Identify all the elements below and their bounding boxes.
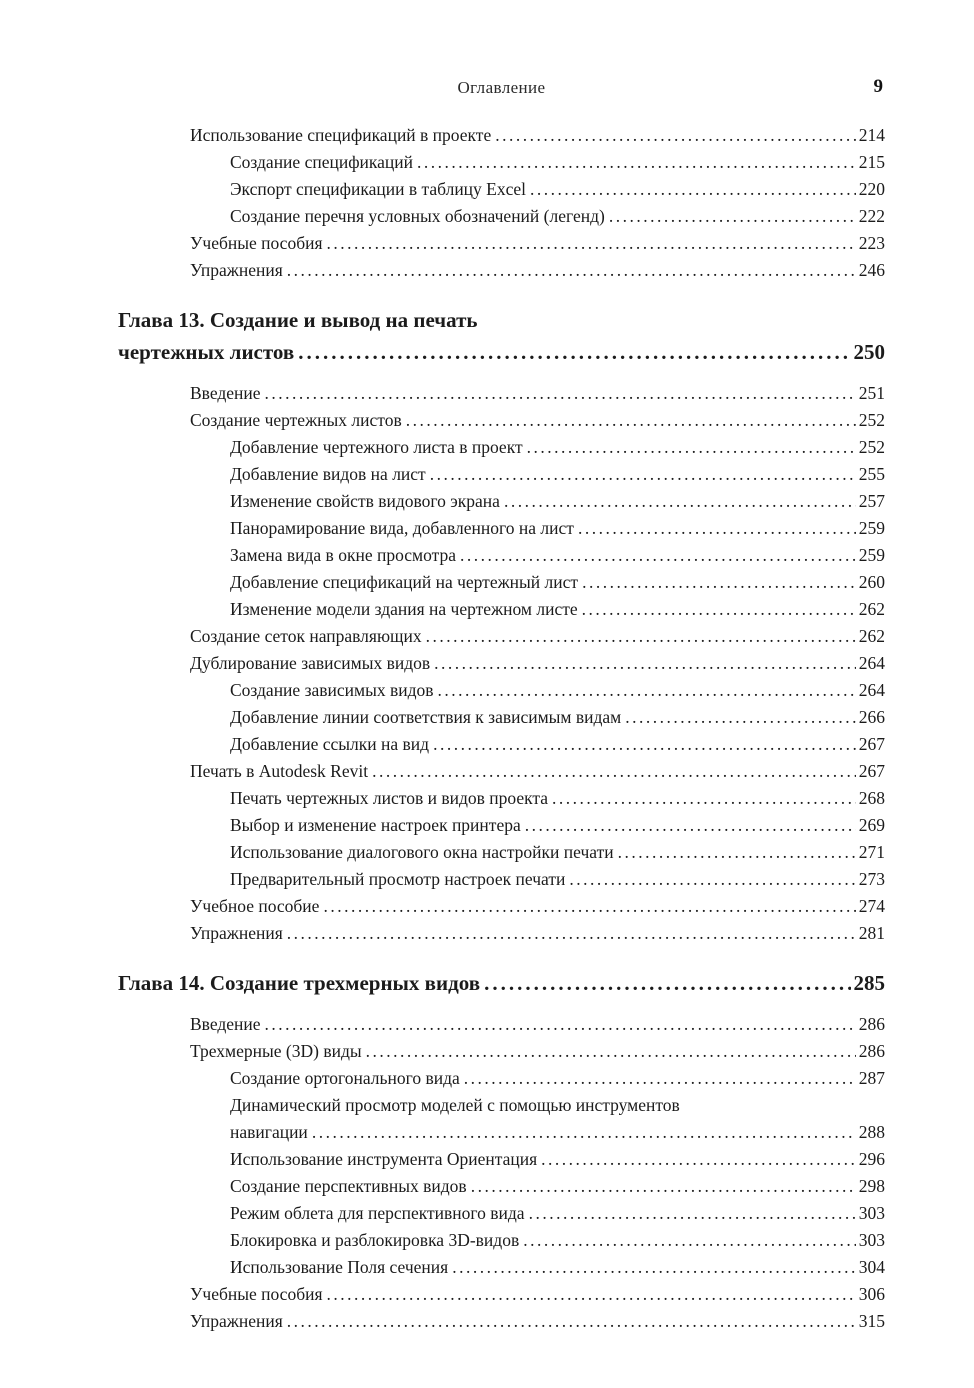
toc-entry-title: Трехмерные (3D) виды bbox=[190, 1041, 362, 1061]
toc-entry bbox=[190, 257, 885, 284]
dot-leader bbox=[552, 785, 856, 812]
toc-entry-title: Печать в Autodesk Revit bbox=[190, 761, 369, 781]
dot-leader bbox=[430, 461, 856, 488]
toc-entry bbox=[230, 434, 885, 461]
toc-entry-page: 285 bbox=[853, 971, 885, 995]
toc-entry-page: 273 bbox=[858, 869, 885, 889]
toc-entry bbox=[190, 650, 885, 677]
toc-entry-title: Упражнения bbox=[190, 923, 283, 943]
dot-leader bbox=[312, 1119, 856, 1146]
toc-entry-title: Дублирование зависимых видов bbox=[190, 653, 431, 673]
dot-leader bbox=[372, 758, 856, 785]
toc-entry-page: 252 bbox=[858, 437, 885, 457]
dot-leader bbox=[484, 967, 850, 999]
dot-leader bbox=[287, 1308, 856, 1335]
toc-entry-title: Учебные пособия bbox=[190, 1284, 323, 1304]
dot-leader bbox=[417, 149, 856, 176]
toc-entry-title: Глава 14. Создание трехмерных видов bbox=[118, 971, 481, 995]
toc-entry bbox=[190, 1308, 885, 1335]
toc-entry-title: Печать чертежных листов и видов проекта bbox=[230, 788, 549, 808]
toc-entry bbox=[190, 380, 885, 407]
dot-leader bbox=[504, 488, 856, 515]
toc-entry bbox=[230, 596, 885, 623]
dot-leader bbox=[582, 569, 856, 596]
toc-entry-title: чертежных листов bbox=[118, 340, 295, 364]
toc-entry bbox=[190, 920, 885, 947]
toc-entry bbox=[230, 731, 885, 758]
dot-leader bbox=[452, 1254, 856, 1281]
toc-entry bbox=[190, 407, 885, 434]
toc-entry-page: 286 bbox=[858, 1014, 885, 1034]
dot-leader bbox=[609, 203, 856, 230]
toc-entry-title: Предварительный просмотр настроек печати bbox=[230, 869, 566, 889]
toc-entry-title: Создание ортогонального вида bbox=[230, 1068, 460, 1088]
toc-entry-page: 255 bbox=[858, 464, 885, 484]
toc-entry bbox=[230, 569, 885, 596]
toc-entry-page: 269 bbox=[858, 815, 885, 835]
toc-entry-page: 296 bbox=[858, 1149, 885, 1169]
toc-entry-page: 246 bbox=[858, 260, 885, 280]
dot-leader bbox=[523, 1227, 856, 1254]
toc-entry-page: 264 bbox=[858, 680, 885, 700]
toc-entry bbox=[118, 336, 885, 368]
toc-entry bbox=[230, 866, 885, 893]
dot-leader bbox=[529, 1200, 856, 1227]
toc-entry-title: Учебное пособие bbox=[190, 896, 320, 916]
running-header-title: Оглавление bbox=[457, 78, 546, 97]
toc-entry-title: Использование Поля сечения bbox=[230, 1257, 449, 1277]
toc-entry-title: Режим облета для перспективного вида bbox=[230, 1203, 525, 1223]
toc-entry-page: 262 bbox=[858, 599, 885, 619]
toc-entry-page: 267 bbox=[858, 734, 885, 754]
toc-entry-page: 274 bbox=[858, 896, 885, 916]
dot-leader bbox=[495, 122, 856, 149]
toc-entry bbox=[230, 1065, 885, 1092]
dot-leader bbox=[525, 812, 856, 839]
toc-entry-title: Использование инструмента Ориентация bbox=[230, 1149, 538, 1169]
toc-entry-page: 220 bbox=[858, 179, 885, 199]
toc-entry-page: 264 bbox=[858, 653, 885, 673]
toc-entry bbox=[230, 1092, 885, 1119]
toc-entry-title: Блокировка и разблокировка 3D-видов bbox=[230, 1230, 520, 1250]
toc-entry-title: Добавление видов на лист bbox=[230, 464, 426, 484]
toc-entry-title: Создание сеток направляющих bbox=[190, 626, 422, 646]
toc-entry-page: 259 bbox=[858, 518, 885, 538]
toc-entry-title: Замена вида в окне просмотра bbox=[230, 545, 456, 565]
toc-entry bbox=[230, 1200, 885, 1227]
toc-entry-page: 260 bbox=[858, 572, 885, 592]
toc-entry-page: 267 bbox=[858, 761, 885, 781]
toc-entry-page: 303 bbox=[858, 1203, 885, 1223]
toc-entry-page: 252 bbox=[858, 410, 885, 430]
dot-leader bbox=[323, 893, 855, 920]
toc-entry bbox=[230, 542, 885, 569]
toc-entry bbox=[230, 1254, 885, 1281]
dot-leader bbox=[287, 257, 856, 284]
toc-entry-title: Добавление линии соответствия к зависимым видам bbox=[230, 707, 622, 727]
dot-leader bbox=[569, 866, 855, 893]
dot-leader bbox=[433, 731, 856, 758]
toc-entry bbox=[190, 1281, 885, 1308]
toc-entry-page: 215 bbox=[858, 152, 885, 172]
toc-entry-page: 281 bbox=[858, 923, 885, 943]
toc-entry-page: 303 bbox=[858, 1230, 885, 1250]
dot-leader bbox=[578, 515, 856, 542]
toc-entry-page: 288 bbox=[858, 1122, 885, 1142]
dot-leader bbox=[582, 596, 856, 623]
toc-entry bbox=[118, 304, 885, 336]
page-number: 9 bbox=[873, 76, 883, 97]
dot-leader bbox=[366, 1038, 856, 1065]
toc-entry bbox=[230, 1119, 885, 1146]
toc-entry-title: Использование спецификаций в проекте bbox=[190, 125, 492, 145]
toc-entry-title: Изменение свойств видового экрана bbox=[230, 491, 500, 511]
toc-entry-title: навигации bbox=[230, 1122, 308, 1142]
toc-entry-title: Динамический просмотр моделей с помощью инструментов bbox=[230, 1095, 680, 1115]
toc-entry bbox=[230, 176, 885, 203]
toc-entry bbox=[230, 461, 885, 488]
dot-leader bbox=[618, 839, 856, 866]
toc-entry-page: 304 bbox=[858, 1257, 885, 1277]
toc-entry-title: Панорамирование вида, добавленного на лист bbox=[230, 518, 574, 538]
toc-entry-page: 315 bbox=[858, 1311, 885, 1331]
toc-entry-title: Введение bbox=[190, 1014, 261, 1034]
dot-leader bbox=[527, 434, 856, 461]
toc-entry-title: Упражнения bbox=[190, 1311, 283, 1331]
toc-entry-page: 298 bbox=[858, 1176, 885, 1196]
toc-entry-title: Добавление ссылки на вид bbox=[230, 734, 430, 754]
toc-list bbox=[118, 122, 885, 1335]
toc-entry bbox=[230, 1227, 885, 1254]
toc-entry-page: 222 bbox=[858, 206, 885, 226]
toc-entry-title: Изменение модели здания на чертежном листе bbox=[230, 599, 578, 619]
dot-leader bbox=[287, 920, 856, 947]
dot-leader bbox=[530, 176, 856, 203]
toc-entry bbox=[230, 677, 885, 704]
toc-entry-title: Добавление спецификаций на чертежный лист bbox=[230, 572, 579, 592]
dot-leader bbox=[438, 677, 856, 704]
toc-entry-title: Создание перечня условных обозначений (легенд) bbox=[230, 206, 605, 226]
dot-leader bbox=[464, 1065, 856, 1092]
toc-entry-page: 251 bbox=[858, 383, 885, 403]
toc-entry-page: 259 bbox=[858, 545, 885, 565]
toc-entry bbox=[190, 230, 885, 257]
toc-entry-title: Учебные пособия bbox=[190, 233, 323, 253]
toc-entry-title: Создание спецификаций bbox=[230, 152, 413, 172]
toc-entry bbox=[230, 203, 885, 230]
toc-entry bbox=[230, 704, 885, 731]
dot-leader bbox=[265, 380, 856, 407]
toc-entry bbox=[230, 515, 885, 542]
toc-entry bbox=[190, 122, 885, 149]
toc-entry bbox=[190, 1011, 885, 1038]
toc-entry bbox=[230, 488, 885, 515]
toc-entry bbox=[190, 893, 885, 920]
dot-leader bbox=[426, 623, 856, 650]
dot-leader bbox=[625, 704, 856, 731]
toc-entry-title: Выбор и изменение настроек принтера bbox=[230, 815, 521, 835]
toc-entry-page: 286 bbox=[858, 1041, 885, 1061]
toc-entry-title: Использование диалогового окна настройки печати bbox=[230, 842, 614, 862]
dot-leader bbox=[434, 650, 856, 677]
dot-leader bbox=[265, 1011, 856, 1038]
toc-entry-title: Глава 13. Создание и вывод на печать bbox=[118, 308, 478, 332]
toc-entry-page: 214 bbox=[858, 125, 885, 145]
toc-entry-page: 268 bbox=[858, 788, 885, 808]
dot-leader bbox=[471, 1173, 856, 1200]
page-header bbox=[118, 78, 885, 110]
dot-leader bbox=[298, 336, 850, 368]
toc-entry bbox=[118, 967, 885, 999]
toc-entry-title: Введение bbox=[190, 383, 261, 403]
dot-leader bbox=[460, 542, 856, 569]
toc-entry bbox=[190, 1038, 885, 1065]
toc-entry bbox=[230, 785, 885, 812]
toc-entry-page: 257 bbox=[858, 491, 885, 511]
toc-entry-page: 287 bbox=[858, 1068, 885, 1088]
dot-leader bbox=[327, 1281, 856, 1308]
toc-entry bbox=[190, 623, 885, 650]
dot-leader bbox=[541, 1146, 856, 1173]
dot-leader bbox=[327, 230, 856, 257]
toc-entry-title: Добавление чертежного листа в проект bbox=[230, 437, 523, 457]
toc-entry-title: Создание зависимых видов bbox=[230, 680, 434, 700]
toc-entry bbox=[230, 812, 885, 839]
toc-entry bbox=[230, 1173, 885, 1200]
toc-entry-page: 271 bbox=[858, 842, 885, 862]
toc-entry bbox=[230, 839, 885, 866]
toc-entry bbox=[230, 1146, 885, 1173]
toc-entry bbox=[230, 149, 885, 176]
toc-entry-page: 250 bbox=[853, 340, 885, 364]
toc-entry-page: 306 bbox=[858, 1284, 885, 1304]
toc-entry-title: Экспорт спецификации в таблицу Excel bbox=[230, 179, 527, 199]
toc-entry-title: Создание чертежных листов bbox=[190, 410, 402, 430]
toc-entry bbox=[190, 758, 885, 785]
toc-entry-page: 223 bbox=[858, 233, 885, 253]
toc-entry-page: 266 bbox=[858, 707, 885, 727]
toc-entry-page: 262 bbox=[858, 626, 885, 646]
dot-leader bbox=[406, 407, 856, 434]
toc-entry-title: Упражнения bbox=[190, 260, 283, 280]
toc-entry-title: Создание перспективных видов bbox=[230, 1176, 467, 1196]
